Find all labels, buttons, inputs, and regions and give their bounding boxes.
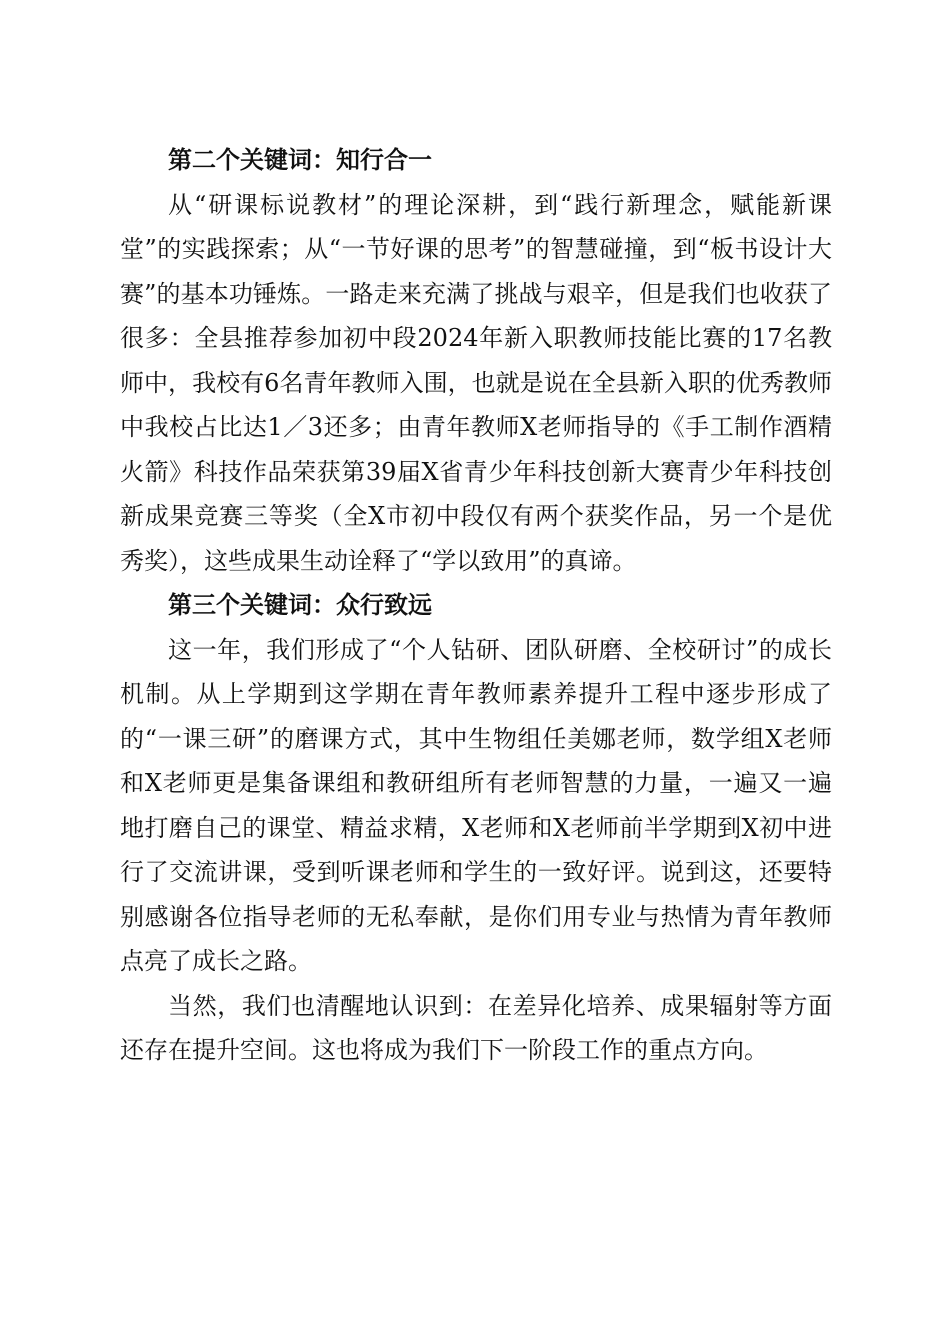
document-body [120,138,832,1073]
paragraph-knowledge-practice: 从“研课标说教材”的理论深耕，到“践行新理念，赋能新课堂”的实践探索；从“一节好课的思考”的智慧碰撞，到“板书设计大赛”的基本功锤炼。一路走来充满了挑战与艰辛，但是我们也收获了很多：全县推荐参加初中段2024年新入职教师技能比赛的17名教师中，我校有6名青年教师入围，也就是说在全县新入职的优秀教师中我校占比达1／3还多；由青年教师X老师指导的《手工制作酒精火箭》科技作品荣获第39届X省青少年科技创新大赛青少年科技创新成果竞赛三等奖（全X市初中段仅有两个获奖作品，另一个是优秀奖），这些成果生动诠释了“学以致用”的真谛。 [120,190,832,575]
section-heading-3: 第三个关键词：众行致远 [168,591,432,619]
section-heading-2: 第二个关键词：知行合一 [168,146,432,174]
paragraph-improvement-direction: 当然，我们也清醒地认识到：在差异化培养、成果辐射等方面还存在提升空间。这也将成为我们下一阶段工作的重点方向。 [120,991,832,1064]
paragraph-growth-mechanism: 这一年，我们形成了“个人钻研、团队研磨、全校研讨”的成长机制。从上学期到这学期在青年教师素养提升工程中逐步形成了的“一课三研”的磨课方式，其中生物组任美娜老师，数学组X老师和X老师更是集备课组和教研组所有老师智慧的力量，一遍又一遍地打磨自己的课堂、精益求精，X老师和X老师前半学期到X初中进行了交流讲课，受到听课老师和学生的一致好评。说到这，还要特别感谢各位指导老师的无私奉献，是你们用专业与热情为青年教师点亮了成长之路。 [120,635,832,975]
